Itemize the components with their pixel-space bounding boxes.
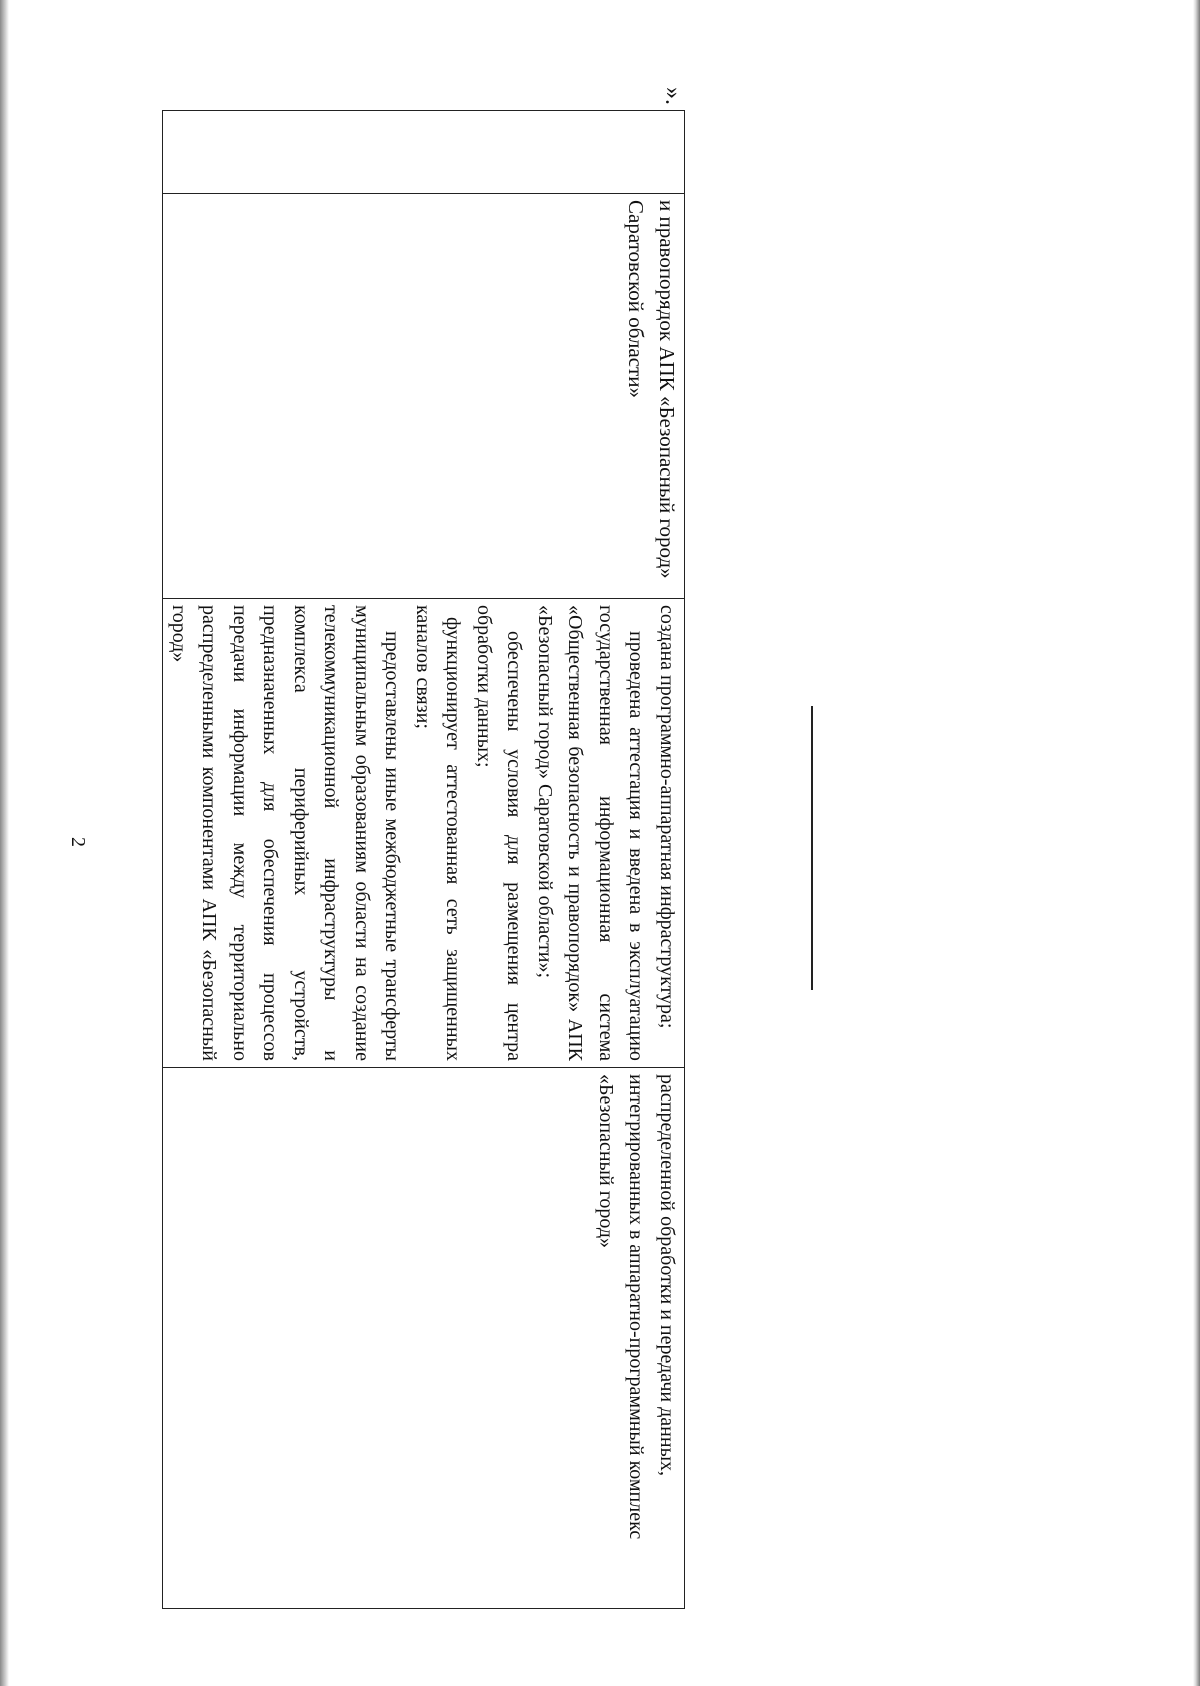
results-table (163, 110, 686, 1609)
rotated-table (168, 110, 685, 1556)
table-container (168, 110, 685, 1556)
table-cell-results (163, 599, 685, 1068)
separator-line (811, 706, 813, 990)
result-item: функционирует аттестованная сеть защищенных каналов связи; (412, 605, 465, 1061)
scan-edge-right (1193, 0, 1200, 1686)
scan-edge-left (0, 0, 9, 1686)
table-cell-number (163, 111, 685, 194)
page-number: 2 (67, 837, 89, 847)
closing-quote-mark: ». (660, 87, 686, 105)
result-item: обеспечены условия для размещения центра обработки данных; (473, 605, 526, 1061)
table-cell-outcome (163, 1068, 685, 1609)
outcome-text: распределенной обработки и передачи данных, интегрированных в аппаратно-программный комплекс «Безопасный город» (595, 1074, 678, 1540)
result-item: проведена аттестация и введена в эксплуатацию государственная информационная система «Общественная безопасность и правопорядок» АПК «Безопасный город» Саратовской области»; (534, 605, 648, 1061)
table-cell-title: и правопорядок АПК «Безопасный город» Саратовской области» (163, 194, 685, 599)
result-item: предоставлены иные межбюджетные трансферты муниципальным образованиям области на создание телекоммуникационной инфраструктуры и комплекса периферийных устройств, предназначенных для обеспечения процессов передачи информации между территориально распределенными компонентами АПК «Безопасный город» (168, 605, 404, 1061)
table-row (163, 111, 685, 1609)
result-item: создана программно-аппаратная инфраструктура; (656, 605, 678, 1029)
